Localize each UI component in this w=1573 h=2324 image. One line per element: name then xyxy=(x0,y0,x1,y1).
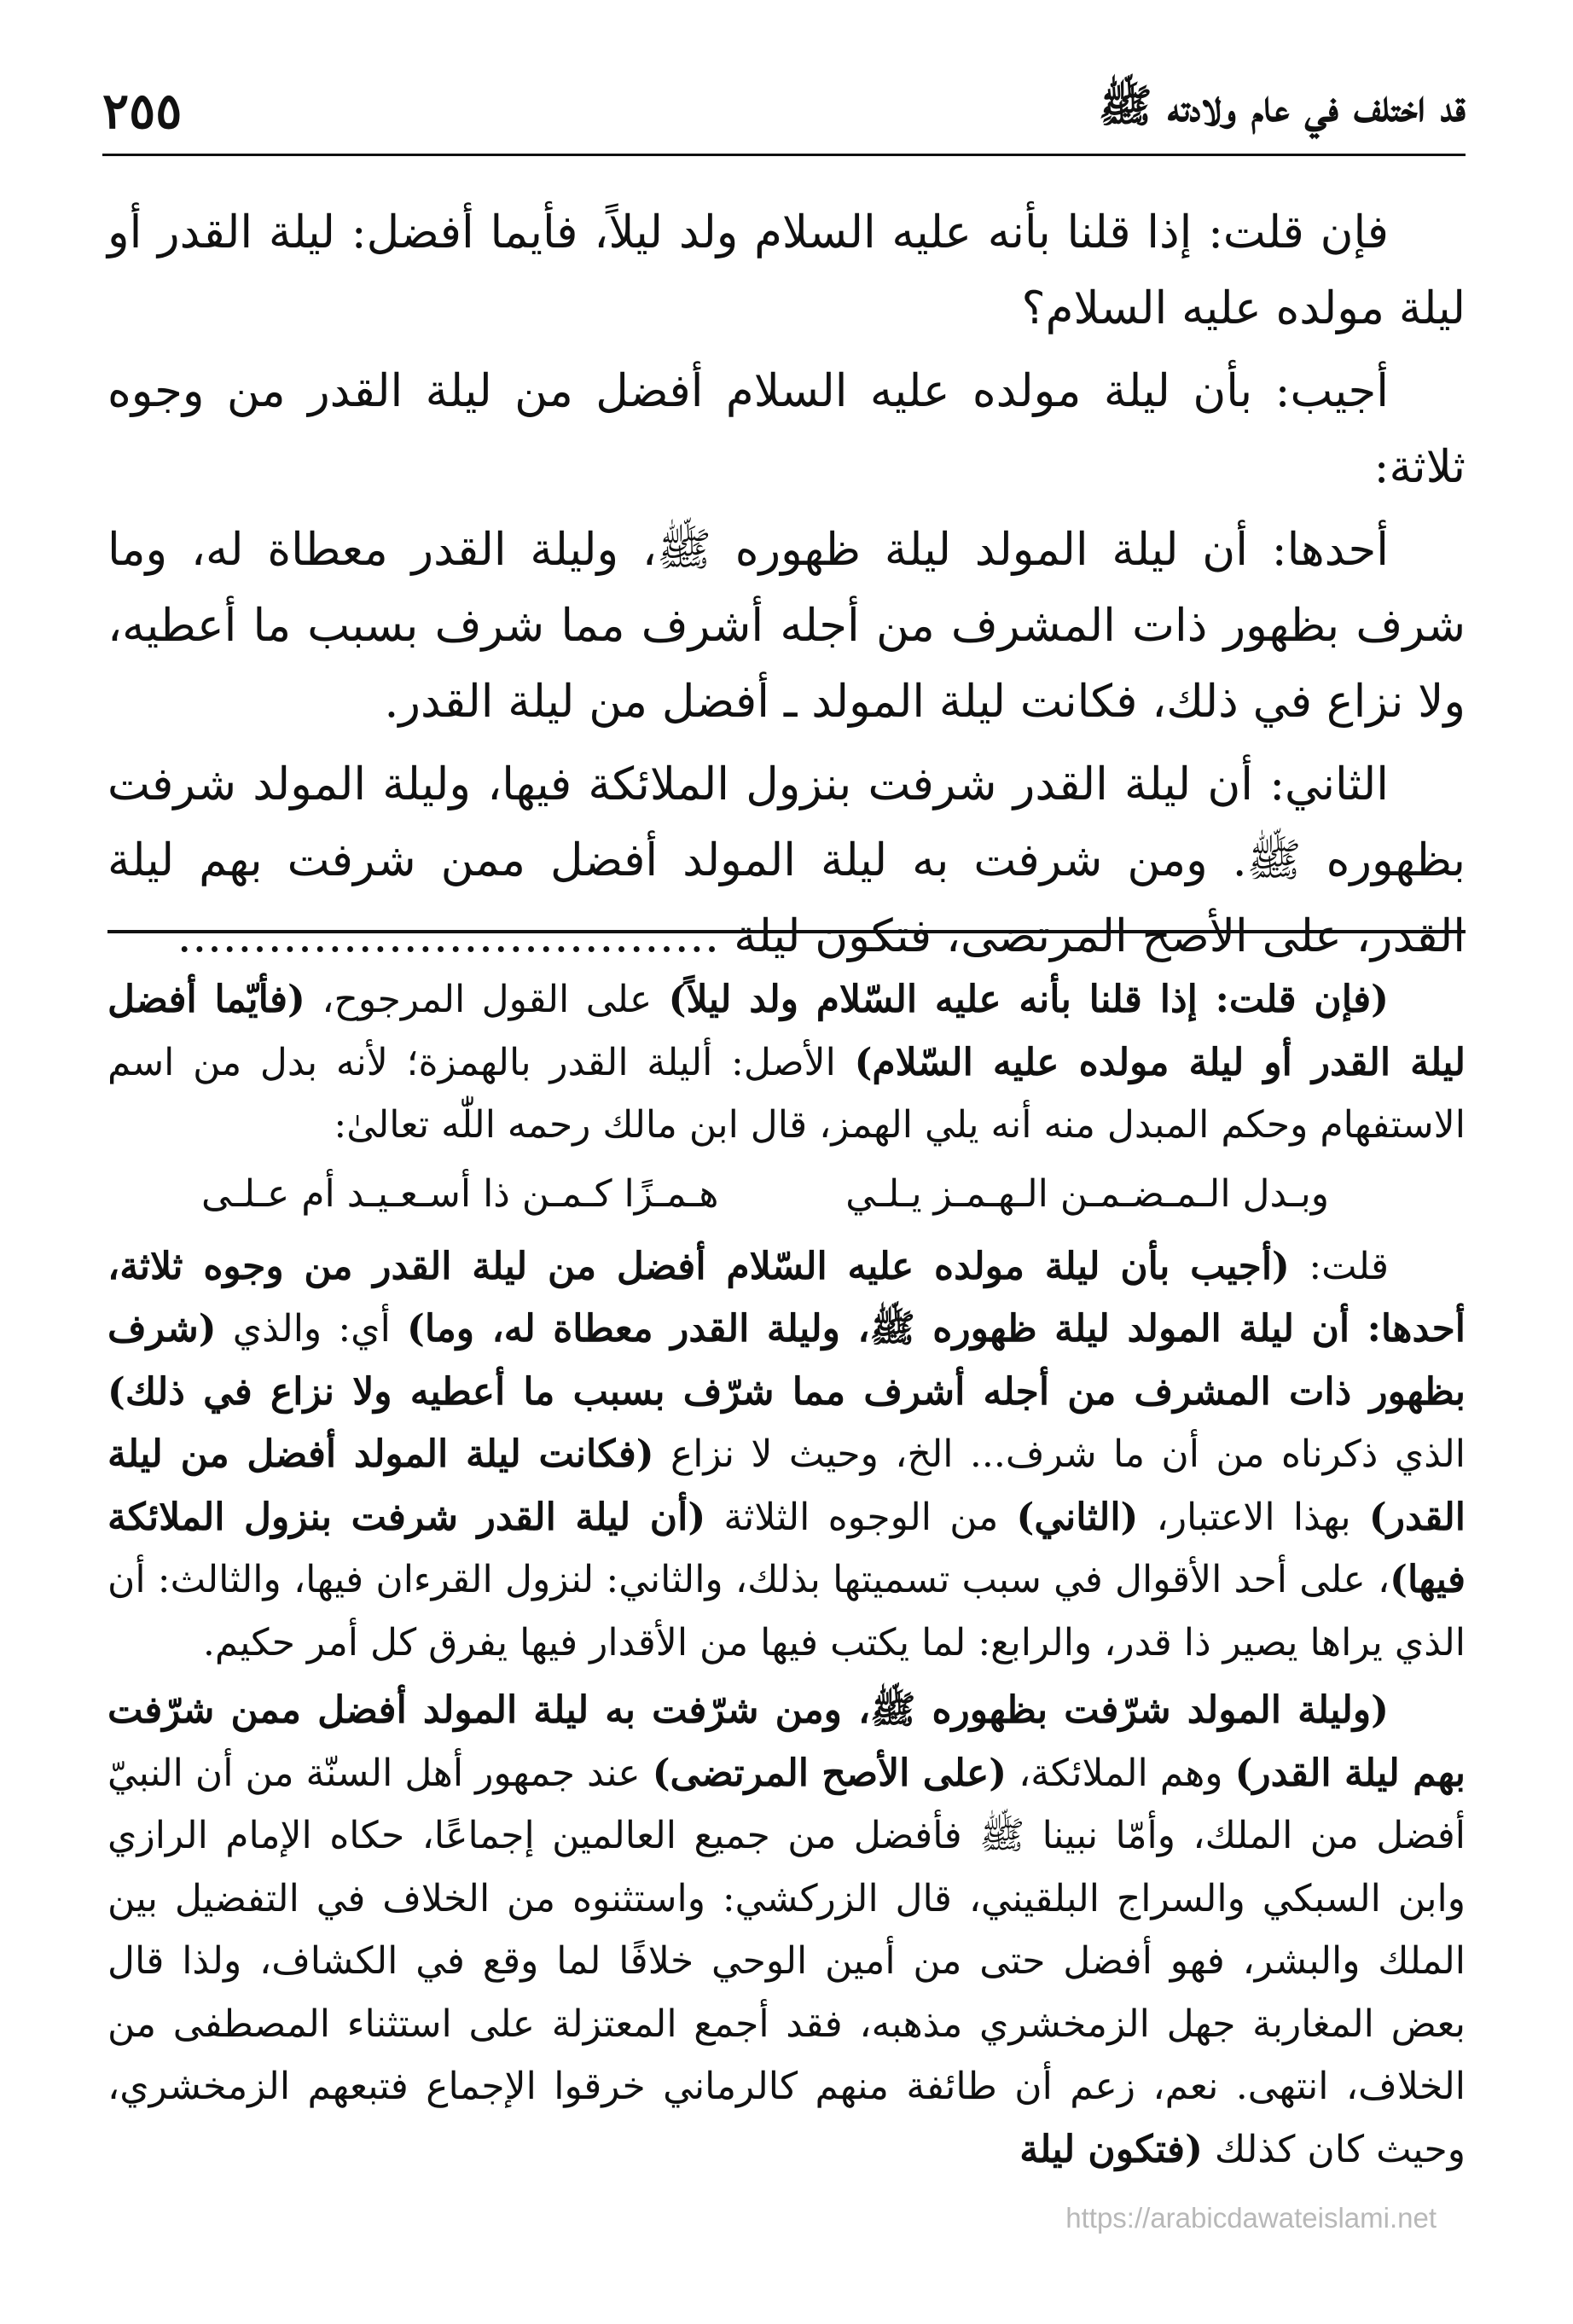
source-watermark: https://arabicdawateislami.net xyxy=(1065,2202,1437,2234)
commentary-paragraph-2 xyxy=(107,1235,1466,1675)
text-divider xyxy=(107,930,1466,933)
main-paragraph-answer: أجيب: بأن ليلة مولده عليه السلام أفضل من ليلة القدر من وجوه ثلاثة: xyxy=(107,365,1466,493)
quoted-matn: (فتكون ليلة xyxy=(1019,2127,1203,2171)
poetry-verse xyxy=(107,1162,1466,1227)
second-reason-text: الثاني: أن ليلة القدر شرفت بنزول الملائكة فيها، وليلة المولد شرفت بظهوره ﷺ. ومن شرفت به ليلة المولد أفضل ممن شرفت بهم ليلة القدر، على الأصح المرتضى، فتكون ليلة xyxy=(107,758,1466,962)
commentary-text-span: عند جمهور أهل السنّة من أن النبيّ أفضل من الملك، وأمّا نبينا ﷺ فأفضل من جميع العالمين إجماعًا، حكاه الإمام الرازي وابن السبكي والسراج البلقيني، قال الزركشي: واستثنوه من الخلاف في التفضيل بين الملك والبشر، فهو أفضل حتى من أمين الوحي خلافًا لما وقع في الكشاف، ولذا قال بعض المغاربة جهل الزمخشري مذهبه، فقد أجمع المعتزلة على استثناء المصطفى من الخلاف، انتهى. نعم، زعم أن طائفة منهم كالرماني خرقوا الإجماع فتبعهم الزمخشري، وحيث كان كذلك xyxy=(107,1751,1466,2171)
main-paragraph-question: فإن قلت: إذا قلنا بأنه عليه السلام ولد ليلاً، فأيما أفضل: ليلة القدر أو ليلة مولده عليه السلام؟ xyxy=(107,206,1466,334)
quoted-matn: (أن ليلة القدر شرفت بنزول الملائكة فيها) xyxy=(107,1495,1466,1601)
quoted-matn: (وليلة المولد شرّفت بظهوره ﷺ، ومن شرّفت به ليلة المولد أفضل ممن شرّفت بهم ليلة القدر) xyxy=(107,1688,1466,1795)
commentary-text-span: بهذا الاعتبار، xyxy=(1138,1495,1369,1539)
verse-first-hemistich: وبـدل الـمـضـمـن الـهـمـز يـلـي xyxy=(845,1171,1329,1216)
verse-second-hemistich: هـمـزًا كـمـن ذا أسـعـيـد أم عـلـى xyxy=(201,1171,719,1216)
commentary-paragraph-1 xyxy=(107,968,1466,1157)
quoted-matn: (فأيّما أفضل ليلة القدر أو ليلة مولده عليه السّلام) xyxy=(107,978,1466,1084)
page-number: ٢٥٥ xyxy=(102,82,183,140)
commentary-text-span: الذي ذكرناه من أن ما شرف... الخ، وحيث لا نزاع xyxy=(653,1432,1466,1476)
main-paragraph-first-reason: أحدها: أن ليلة المولد ليلة ظهوره ﷺ، وليلة القدر معطاة له، وما شرف بظهور ذات المشرف من أجله أشرف مما شرف بسبب ما أعطيه، ولا نزاع في ذلك، فكانت ليلة المولد ـ أفضل من ليلة القدر. xyxy=(107,524,1466,728)
commentary-text-span: من الوجوه الثلاثة xyxy=(705,1495,1017,1539)
page-header xyxy=(102,68,1466,156)
quoted-matn: (فإن قلت: إذا قلنا بأنه عليه السّلام ولد ليلاً) xyxy=(668,978,1389,1021)
commentary-text-span: ، على أحد الأقوال في سبب تسميتها بذلك، والثاني: لنزول القرءان فيها، والثالث: أن الذي يراها يصير ذا قدر، والرابع: لما يكتب فيها من الأقدار فيها يفرق كل أمر حكيم. xyxy=(107,1558,1466,1665)
quoted-matn: (على الأصح المرتضى) xyxy=(652,1751,1007,1795)
main-paragraph-second-reason xyxy=(107,747,1466,974)
quoted-matn: (أجيب بأن ليلة مولده عليه السّلام أفضل من ليلة القدر من وجوه ثلاثة، أحدها: أن ليلة المولد ليلة ظهوره ﷺ، وليلة القدر معطاة له، وما) xyxy=(107,1244,1466,1351)
commentary-paragraph-3 xyxy=(107,1679,1466,2181)
commentary-text-span: أي: والذي xyxy=(216,1307,407,1351)
quoted-matn: (فكانت ليلة المولد أفضل من ليلة القدر) xyxy=(107,1432,1466,1539)
quoted-matn: (الثاني) xyxy=(1016,1495,1139,1539)
commentary-text-span: على القول المرجوح، xyxy=(305,978,669,1021)
continuation-dots: ……………………………… xyxy=(177,910,720,962)
main-text xyxy=(107,195,1466,981)
commentary-text xyxy=(107,968,1466,2186)
quoted-matn: (شرف بظهور ذات المشرف من أجله أشرف مما شرّف بسبب ما أعطيه ولا نزاع في ذلك) xyxy=(107,1307,1466,1414)
commentary-text-span: قلت: xyxy=(1289,1244,1389,1288)
running-title: قد اختلف في عام ولادته ﷺ xyxy=(1098,79,1466,132)
commentary-text-span: وهم الملائكة، xyxy=(1007,1751,1235,1795)
commentary-text-span: الأصل: أليلة القدر بالهمزة؛ لأنه بدل من اسم الاستفهام وحكم المبدل منه أنه يلي الهمز، قال ابن مالك رحمه اللّٰه تعالىٰ: xyxy=(107,1040,1466,1147)
